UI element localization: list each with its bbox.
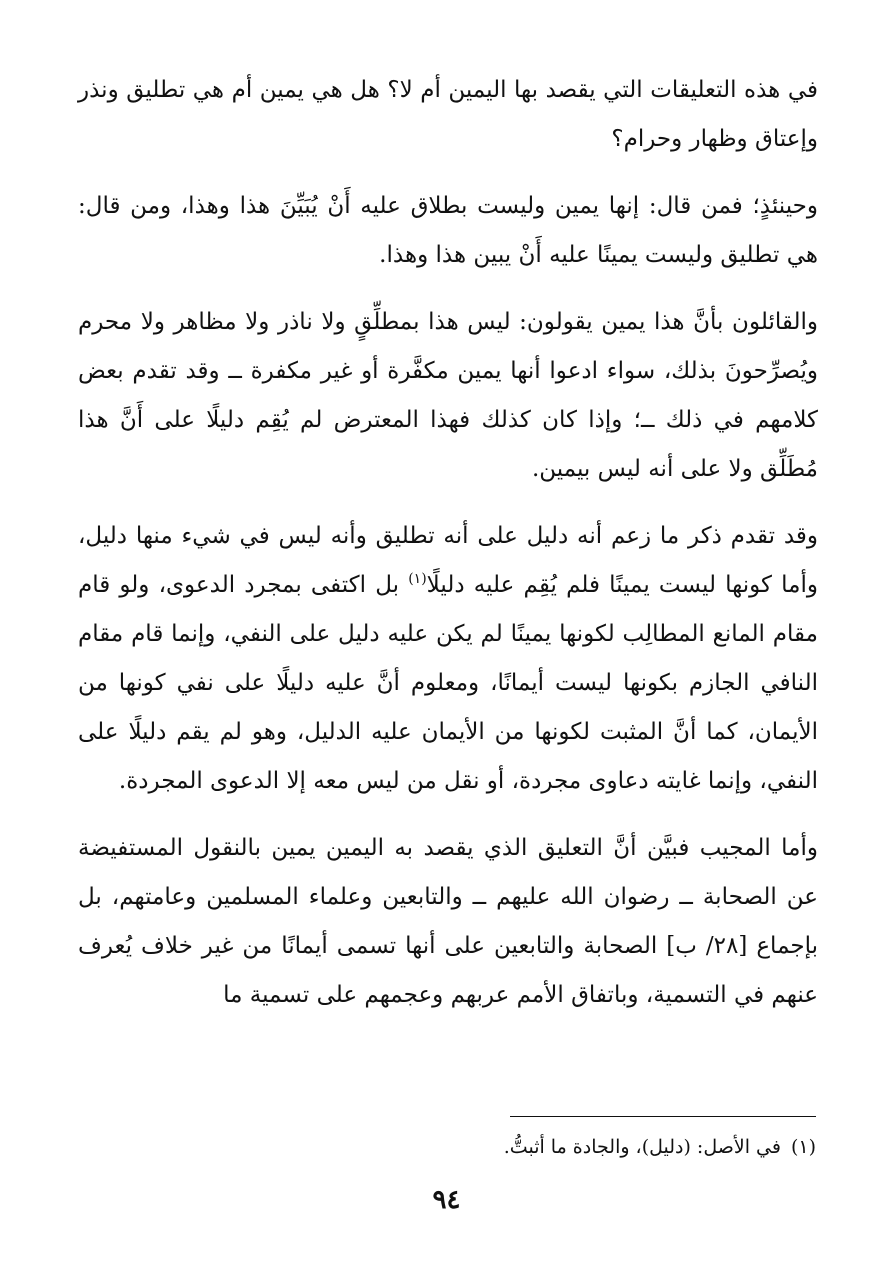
footnote xyxy=(78,1132,816,1162)
paragraph-1-text: في هذه التعليقات التي يقصد بها اليمين أم لا؟ هل هي يمين أم هي تطليق ونذر وإعتاق وظهار وحرام؟ xyxy=(78,77,818,152)
paragraph-3 xyxy=(78,298,818,494)
paragraph-4-before-ref: وقد تقدم ذكر ما زعم أنه دليل على أنه تطليق وأنه ليس في شيء منها دليل، وأما كونها ليست يمينًا فلم يُقِم عليه دليلًا xyxy=(78,523,819,598)
main-text xyxy=(78,66,818,1038)
paragraph-5 xyxy=(78,824,818,1020)
paragraph-5-text: وأما المجيب فبيَّن أنَّ التعليق الذي يقصد به اليمين يمين بالنقول المستفيضة عن الصحابة ــ رضوان الله عليهم ــ والتابعين وعلماء المسلمين وعامتهم، بل بإجماع [٢٨/ ب] الصحابة والتابعين على أنها تسمى أيمانًا من غير خلاف يُعرف عنهم في التسمية، وباتفاق الأمم عربهم وعجمهم على تسمية ما xyxy=(78,835,818,1008)
paragraph-3-text: والقائلون بأنَّ هذا يمين يقولون: ليس هذا بمطلِّقٍ ولا ناذر ولا مظاهر ولا محرم ويُصرِّحونَ بذلك، سواء ادعوا أنها يمين مكفَّرة أو غير مكفرة ــ وقد تقدم بعض كلامهم في ذلك ــ؛ وإذا كان كذلك فهذا المعترض لم يُقِم دليلًا على أَنَّ هذا مُطَلِّق ولا على أنه ليس بيمين. xyxy=(78,309,818,482)
footnote-marker: (١) xyxy=(790,1136,816,1158)
page-number: ٩٤ xyxy=(432,1185,461,1215)
paragraph-2-text: وحينئذٍ؛ فمن قال: إنها يمين وليست بطلاق عليه أَنْ يُبَيِّنَ هذا وهذا، ومن قال: هي تطليق وليست يمينًا عليه أَنْ يبين هذا وهذا. xyxy=(78,193,818,268)
footnote-text: في الأصل: (دليل)، والجادة ما أثبتُّ. xyxy=(503,1136,781,1158)
paragraph-4-text xyxy=(78,512,818,806)
footnote-reference[interactable]: (١) xyxy=(408,571,427,587)
footnote-divider xyxy=(510,1116,816,1117)
paragraph-4 xyxy=(78,512,818,806)
paragraph-4-after-ref: بل اكتفى بمجرد الدعوى، ولو قام مقام المانع المطالِب لكونها يمينًا لم يكن عليه دليل على النفي، وإنما قام مقام النافي الجازم بكونها ليست أيمانًا، ومعلوم أنَّ عليه دليلًا على نفي كونها من الأيمان، كما أنَّ المثبت لكونها من الأيمان عليه الدليل، وهو لم يقم دليلًا على النفي، وإنما غايته دعاوى مجردة، أو نقل من ليس معه إلا الدعوى المجردة. xyxy=(78,572,818,794)
paragraph-1 xyxy=(78,66,818,164)
paragraph-2 xyxy=(78,182,818,280)
